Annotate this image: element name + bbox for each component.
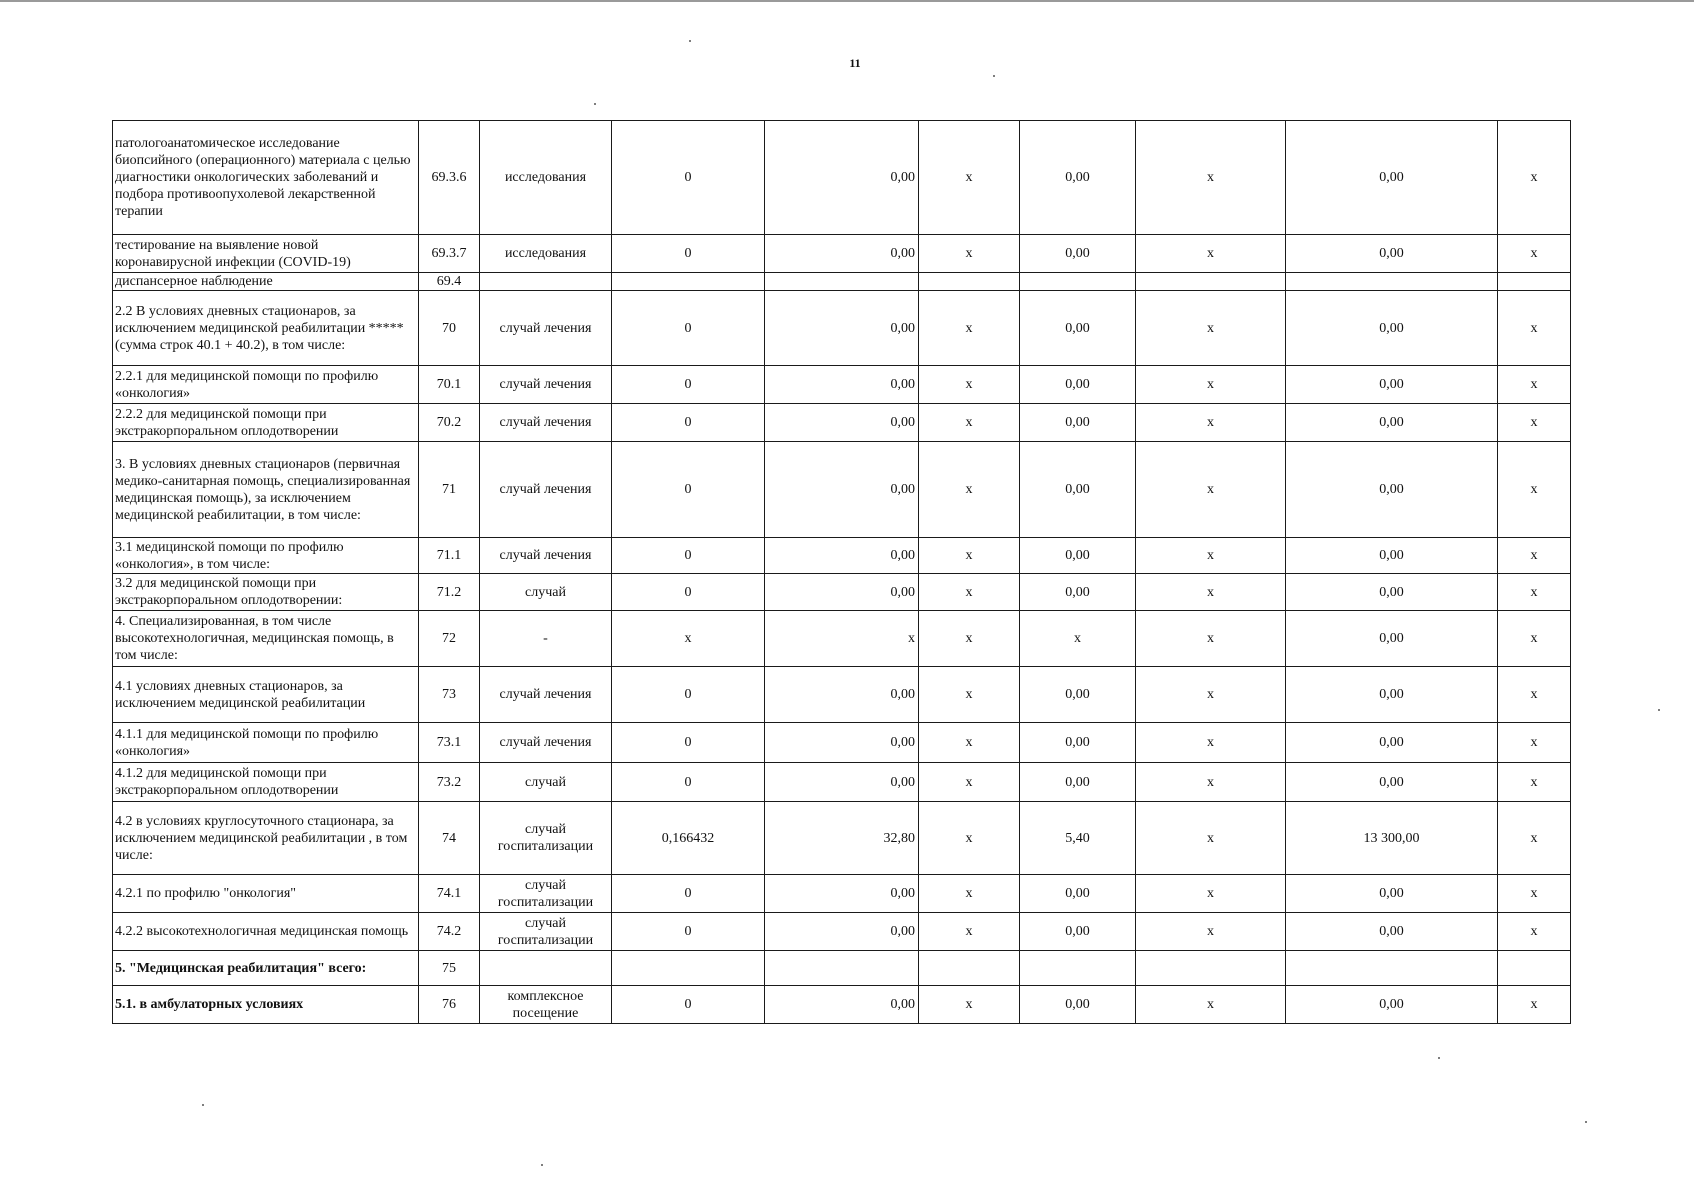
scan-speck <box>202 1104 204 1106</box>
row-col7: 5,40 <box>1020 802 1136 875</box>
row-unit: случай <box>480 763 612 802</box>
table-row <box>113 121 1571 235</box>
row-col7: 0,00 <box>1020 723 1136 763</box>
row-volume: 0 <box>612 986 765 1024</box>
row-rate <box>765 273 919 291</box>
table-row <box>113 574 1571 611</box>
row-name: 2.2 В условиях дневных стационаров, за исключением медицинской реабилитации ***** (сумма строк 40.1 + 40.2), в том числе: <box>113 291 419 366</box>
row-col7 <box>1020 273 1136 291</box>
row-unit: случай лечения <box>480 723 612 763</box>
row-name: 4.1.2 для медицинской помощи при экстракорпоральном оплодотворении <box>113 763 419 802</box>
row-rate: 0,00 <box>765 366 919 404</box>
row-rate: 0,00 <box>765 291 919 366</box>
row-rate: 0,00 <box>765 986 919 1024</box>
row-unit: исследования <box>480 121 612 235</box>
row-col6: x <box>919 802 1020 875</box>
row-name: 3. В условиях дневных стационаров (первичная медико-санитарная помощь, специализированная медицинская помощь), за исключением медицинской реабилитации, в том числе: <box>113 442 419 538</box>
table-row <box>113 235 1571 273</box>
scan-speck <box>993 75 995 77</box>
row-col8: x <box>1136 763 1286 802</box>
table-row <box>113 723 1571 763</box>
row-col6: x <box>919 986 1020 1024</box>
row-col10: x <box>1498 611 1571 667</box>
row-col8: x <box>1136 404 1286 442</box>
row-col6: x <box>919 291 1020 366</box>
row-name: 2.2.2 для медицинской помощи при экстракорпоральном оплодотворении <box>113 404 419 442</box>
row-unit: случай лечения <box>480 404 612 442</box>
table-row <box>113 913 1571 951</box>
row-unit: случай госпитализации <box>480 875 612 913</box>
row-code: 74 <box>419 802 480 875</box>
row-col8: x <box>1136 235 1286 273</box>
row-volume: 0 <box>612 763 765 802</box>
row-col6: x <box>919 366 1020 404</box>
row-col9 <box>1286 951 1498 986</box>
row-unit: случай лечения <box>480 366 612 404</box>
row-volume: 0 <box>612 667 765 723</box>
row-col10: x <box>1498 763 1571 802</box>
row-col9: 0,00 <box>1286 538 1498 574</box>
row-col8: x <box>1136 538 1286 574</box>
row-col9: 0,00 <box>1286 574 1498 611</box>
row-name: 3.2 для медицинской помощи при экстракорпоральном оплодотворении: <box>113 574 419 611</box>
row-name: диспансерное наблюдение <box>113 273 419 291</box>
row-unit: случай <box>480 574 612 611</box>
row-col9: 0,00 <box>1286 366 1498 404</box>
row-col6 <box>919 273 1020 291</box>
row-name: патологоанатомическое исследование биопсийного (операционного) материала с целью диагностики онкологических заболеваний и подбора противоопухолевой лекарственной терапии <box>113 121 419 235</box>
row-rate: 0,00 <box>765 913 919 951</box>
row-unit: случай лечения <box>480 442 612 538</box>
row-rate: 0,00 <box>765 121 919 235</box>
row-col8: x <box>1136 667 1286 723</box>
row-unit: случай госпитализации <box>480 913 612 951</box>
row-col9: 0,00 <box>1286 404 1498 442</box>
row-col9: 13 300,00 <box>1286 802 1498 875</box>
row-col9: 0,00 <box>1286 442 1498 538</box>
row-col8 <box>1136 273 1286 291</box>
row-unit: исследования <box>480 235 612 273</box>
row-code: 74.1 <box>419 875 480 913</box>
table-row <box>113 538 1571 574</box>
row-code: 71.2 <box>419 574 480 611</box>
row-code: 71.1 <box>419 538 480 574</box>
row-col9: 0,00 <box>1286 913 1498 951</box>
scan-speck <box>541 1164 543 1166</box>
table-row <box>113 802 1571 875</box>
row-col6: x <box>919 442 1020 538</box>
row-col10: x <box>1498 574 1571 611</box>
row-col10: x <box>1498 366 1571 404</box>
row-volume: 0 <box>612 404 765 442</box>
row-name: 2.2.1 для медицинской помощи по профилю «онкология» <box>113 366 419 404</box>
row-volume: 0 <box>612 291 765 366</box>
row-name: 4.1.1 для медицинской помощи по профилю «онкология» <box>113 723 419 763</box>
row-rate: 0,00 <box>765 763 919 802</box>
row-rate: x <box>765 611 919 667</box>
row-code: 74.2 <box>419 913 480 951</box>
row-volume: 0 <box>612 875 765 913</box>
row-col7: x <box>1020 611 1136 667</box>
row-col9: 0,00 <box>1286 291 1498 366</box>
row-col6: x <box>919 404 1020 442</box>
row-col8: x <box>1136 802 1286 875</box>
row-col8: x <box>1136 291 1286 366</box>
row-col8: x <box>1136 913 1286 951</box>
row-col8: x <box>1136 723 1286 763</box>
row-volume: 0 <box>612 235 765 273</box>
row-name: 4.1 условиях дневных стационаров, за исключением медицинской реабилитации <box>113 667 419 723</box>
scan-speck <box>1585 1121 1587 1123</box>
row-col6 <box>919 951 1020 986</box>
table-row <box>113 875 1571 913</box>
row-volume: 0 <box>612 913 765 951</box>
row-rate: 0,00 <box>765 538 919 574</box>
row-col10: x <box>1498 404 1571 442</box>
row-col10 <box>1498 273 1571 291</box>
row-col6: x <box>919 121 1020 235</box>
row-col9: 0,00 <box>1286 723 1498 763</box>
row-col7: 0,00 <box>1020 442 1136 538</box>
table-row <box>113 404 1571 442</box>
row-col9: 0,00 <box>1286 986 1498 1024</box>
row-rate: 0,00 <box>765 875 919 913</box>
table-row <box>113 667 1571 723</box>
row-code: 73.1 <box>419 723 480 763</box>
row-col6: x <box>919 574 1020 611</box>
row-code: 70.2 <box>419 404 480 442</box>
scan-speck <box>689 40 691 42</box>
row-name: 5.1. в амбулаторных условиях <box>113 986 419 1024</box>
row-col7: 0,00 <box>1020 538 1136 574</box>
row-code: 75 <box>419 951 480 986</box>
row-volume: 0 <box>612 366 765 404</box>
row-code: 69.4 <box>419 273 480 291</box>
row-rate: 0,00 <box>765 442 919 538</box>
row-col10: x <box>1498 121 1571 235</box>
row-col10: x <box>1498 291 1571 366</box>
row-code: 72 <box>419 611 480 667</box>
row-volume: 0,166432 <box>612 802 765 875</box>
row-volume: 0 <box>612 121 765 235</box>
row-code: 71 <box>419 442 480 538</box>
row-col6: x <box>919 538 1020 574</box>
row-col7: 0,00 <box>1020 913 1136 951</box>
row-rate: 0,00 <box>765 667 919 723</box>
row-volume: 0 <box>612 723 765 763</box>
row-col7: 0,00 <box>1020 366 1136 404</box>
top-rule <box>0 0 1694 2</box>
row-unit: случай лечения <box>480 538 612 574</box>
table-row <box>113 611 1571 667</box>
row-name: 3.1 медицинской помощи по профилю «онкология», в том числе: <box>113 538 419 574</box>
row-unit: случай госпитализации <box>480 802 612 875</box>
row-code: 73.2 <box>419 763 480 802</box>
row-col8: x <box>1136 366 1286 404</box>
row-col9: 0,00 <box>1286 235 1498 273</box>
row-col8: x <box>1136 121 1286 235</box>
tariff-table <box>112 120 1571 1024</box>
row-col7: 0,00 <box>1020 574 1136 611</box>
row-col9: 0,00 <box>1286 611 1498 667</box>
row-name: 4.2.2 высокотехнологичная медицинская помощь <box>113 913 419 951</box>
row-col6: x <box>919 611 1020 667</box>
row-col10 <box>1498 951 1571 986</box>
row-col6: x <box>919 913 1020 951</box>
row-col6: x <box>919 875 1020 913</box>
row-volume <box>612 273 765 291</box>
table-row <box>113 986 1571 1024</box>
row-unit: случай лечения <box>480 667 612 723</box>
row-col7: 0,00 <box>1020 235 1136 273</box>
row-col7: 0,00 <box>1020 404 1136 442</box>
row-name: 4.2 в условиях круглосуточного стационара, за исключением медицинской реабилитации , в том числе: <box>113 802 419 875</box>
row-rate: 32,80 <box>765 802 919 875</box>
row-rate: 0,00 <box>765 404 919 442</box>
row-col8 <box>1136 951 1286 986</box>
row-name: тестирование на выявление новой коронавирусной инфекции (COVID-19) <box>113 235 419 273</box>
row-rate: 0,00 <box>765 235 919 273</box>
table-row <box>113 951 1571 986</box>
row-unit <box>480 273 612 291</box>
row-volume: x <box>612 611 765 667</box>
table-row <box>113 763 1571 802</box>
row-col10: x <box>1498 723 1571 763</box>
table-row <box>113 442 1571 538</box>
row-col8: x <box>1136 574 1286 611</box>
row-code: 70.1 <box>419 366 480 404</box>
row-col9 <box>1286 273 1498 291</box>
row-volume <box>612 951 765 986</box>
row-volume: 0 <box>612 442 765 538</box>
row-rate <box>765 951 919 986</box>
row-code: 69.3.6 <box>419 121 480 235</box>
row-code: 70 <box>419 291 480 366</box>
row-rate: 0,00 <box>765 723 919 763</box>
scan-speck <box>594 103 596 105</box>
row-col6: x <box>919 763 1020 802</box>
row-unit: случай лечения <box>480 291 612 366</box>
row-col10: x <box>1498 875 1571 913</box>
row-volume: 0 <box>612 538 765 574</box>
row-col9: 0,00 <box>1286 875 1498 913</box>
table-row <box>113 366 1571 404</box>
row-volume: 0 <box>612 574 765 611</box>
row-col7: 0,00 <box>1020 986 1136 1024</box>
row-unit <box>480 951 612 986</box>
row-unit: комплексное посещение <box>480 986 612 1024</box>
row-col9: 0,00 <box>1286 667 1498 723</box>
row-name: 4.2.1 по профилю "онкология" <box>113 875 419 913</box>
row-col8: x <box>1136 442 1286 538</box>
row-col10: x <box>1498 667 1571 723</box>
row-code: 76 <box>419 986 480 1024</box>
row-col9: 0,00 <box>1286 763 1498 802</box>
row-col7: 0,00 <box>1020 667 1136 723</box>
row-name: 5. "Медицинская реабилитация" всего: <box>113 951 419 986</box>
row-code: 73 <box>419 667 480 723</box>
scan-speck <box>1658 709 1660 711</box>
row-col7: 0,00 <box>1020 875 1136 913</box>
row-col9: 0,00 <box>1286 121 1498 235</box>
page-number: 11 <box>849 56 861 70</box>
row-col6: x <box>919 723 1020 763</box>
table-row <box>113 291 1571 366</box>
row-col10: x <box>1498 235 1571 273</box>
table-row <box>113 273 1571 291</box>
row-col8: x <box>1136 986 1286 1024</box>
row-col8: x <box>1136 611 1286 667</box>
row-col10: x <box>1498 986 1571 1024</box>
row-rate: 0,00 <box>765 574 919 611</box>
scan-speck <box>1438 1057 1440 1059</box>
row-unit: - <box>480 611 612 667</box>
row-col8: x <box>1136 875 1286 913</box>
row-col7: 0,00 <box>1020 121 1136 235</box>
row-col10: x <box>1498 538 1571 574</box>
row-col7 <box>1020 951 1136 986</box>
row-col6: x <box>919 235 1020 273</box>
row-col10: x <box>1498 442 1571 538</box>
row-col7: 0,00 <box>1020 763 1136 802</box>
row-name: 4. Специализированная, в том числе высокотехнологичная, медицинская помощь, в том числе: <box>113 611 419 667</box>
row-code: 69.3.7 <box>419 235 480 273</box>
row-col7: 0,00 <box>1020 291 1136 366</box>
row-col10: x <box>1498 802 1571 875</box>
row-col10: x <box>1498 913 1571 951</box>
row-col6: x <box>919 667 1020 723</box>
